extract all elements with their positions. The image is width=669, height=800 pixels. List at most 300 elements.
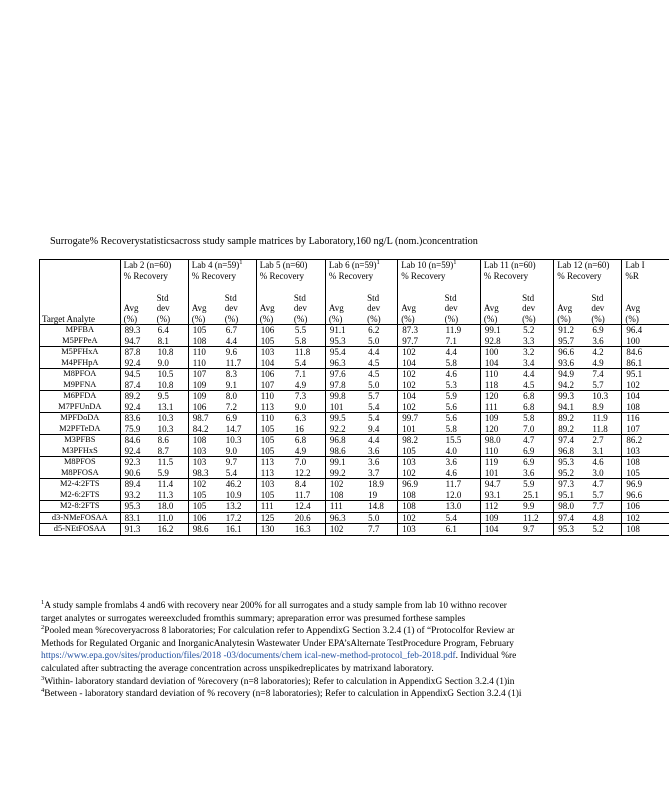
lab-name: Lab 2 (n=60)	[123, 260, 172, 270]
avg-value: 110	[480, 446, 519, 457]
table-row	[40, 524, 669, 536]
avg-value: 89.4	[120, 479, 154, 490]
std-dev-value: 8.9	[588, 402, 622, 413]
std-dev-value: 5.6	[442, 402, 481, 413]
avg-value: 102	[622, 512, 669, 524]
footnote-text: calculated after subtracting the average concentration across unspikedreplicates by matrixand laboratory.	[41, 663, 434, 674]
avg-value: 108	[622, 457, 669, 468]
avg-value: 99.3	[554, 391, 589, 402]
avg-value: 113	[256, 468, 291, 479]
avg-header	[480, 286, 519, 325]
std-dev-value: 3.1	[588, 446, 622, 457]
std-dev-header	[442, 286, 481, 325]
avg-value: 97.3	[554, 479, 589, 490]
std-dev-value: 5.8	[442, 358, 481, 369]
avg-value: 109	[188, 380, 222, 391]
avg-value: 108	[325, 490, 364, 501]
avg-value: 98.2	[398, 435, 442, 446]
avg-value: 97.8	[325, 380, 364, 391]
footnote-line	[41, 650, 618, 663]
avg-value: 125	[256, 512, 291, 524]
recovery-label: % Recovery	[401, 270, 446, 281]
std-dev-value: 6.8	[294, 435, 307, 445]
avg-value: 89.2	[120, 391, 154, 402]
std-dev-value: 3.2	[523, 347, 535, 357]
avg-value: 96.9	[622, 479, 669, 490]
std-dev-value: 5.8	[442, 424, 481, 435]
std-dev-value: 8.6	[157, 435, 169, 445]
avg-value: 100	[622, 336, 669, 347]
avg-value: 104	[398, 358, 442, 369]
avg-value: 95.2	[554, 468, 589, 479]
avg-value: 99.5	[325, 413, 364, 424]
lab-header	[622, 260, 669, 286]
avg-value: 101	[480, 468, 519, 479]
std-dev-value: 11.4	[157, 479, 174, 489]
footnote-text: Methods for Regulated Organic and InorganicAnalytesin Wastewater Under EPA’sAlternate TestProcedure Program, February	[41, 638, 514, 649]
std-dev-value: 10.8	[157, 347, 174, 357]
avg-value: 89.3	[120, 325, 154, 336]
std-label: Std	[444, 292, 457, 303]
footnote-line	[41, 625, 618, 638]
footnote-number: 3	[41, 674, 45, 682]
std-dev-value: 10.8	[154, 380, 189, 391]
avg-value: 116	[622, 413, 669, 424]
recovery-label: % Recovery	[557, 270, 602, 281]
avg-header	[622, 286, 669, 325]
std-dev-value: 5.0	[364, 512, 398, 524]
std-dev-value: 11.9	[445, 325, 462, 335]
avg-value: 99.7	[398, 413, 442, 424]
footnote-line	[41, 600, 618, 613]
table-row	[40, 380, 669, 391]
avg-value: 91.2	[554, 325, 589, 336]
std-dev-value: 3.4	[519, 358, 554, 369]
footnote-marker: 1	[376, 259, 380, 266]
avg-value: 102	[622, 380, 669, 391]
avg-value: 92.8	[480, 336, 519, 347]
std-dev-value: 5.7	[588, 380, 622, 391]
std-dev-value: 9.0	[222, 446, 257, 457]
avg-value: 111	[256, 501, 291, 513]
avg-value: 119	[480, 457, 519, 468]
avg-value: 98.6	[325, 446, 364, 457]
table-body	[40, 325, 669, 536]
table-row	[40, 512, 669, 524]
std-dev-value: 6.9	[519, 446, 554, 457]
avg-value: 99.2	[325, 468, 364, 479]
std-dev-value: 5.8	[523, 413, 535, 423]
std-dev-value: 6.9	[592, 325, 604, 335]
std-dev-value: 18.9	[368, 479, 384, 489]
avg-value: 92.3	[120, 457, 154, 468]
lab-name: Lab I	[625, 260, 645, 270]
avg-value: 102	[325, 479, 364, 490]
footnote-text: Pooled mean %recoveryacross 8 laboratories; For calculation refer to AppendixG Section 3.2.4 (1) of “Protocolfor Review ar	[44, 626, 515, 637]
std-dev-value: 25.1	[519, 490, 554, 501]
std-dev-header	[291, 286, 326, 325]
footnote-marker: 1	[453, 259, 457, 266]
table-row	[40, 402, 669, 413]
avg-value: 103	[398, 524, 442, 536]
std-dev-value: 3.6	[588, 336, 622, 347]
footnotes	[41, 600, 618, 701]
std-dev-value: 4.0	[442, 446, 481, 457]
std-dev-value: 4.7	[523, 435, 535, 445]
analyte-name: M4PFHpA	[40, 358, 121, 369]
avg-value: 105	[188, 325, 222, 336]
avg-value: 105	[256, 490, 291, 501]
recovery-table	[39, 259, 669, 536]
std-dev-value: 9.4	[364, 424, 398, 435]
table-row	[40, 413, 669, 424]
avg-value: 84.2	[188, 424, 222, 435]
avg-value: 106	[256, 325, 291, 336]
avg-label: Avg	[401, 303, 417, 313]
avg-label: Avg	[625, 303, 641, 313]
avg-value: 104	[622, 391, 669, 402]
avg-header	[325, 286, 364, 325]
avg-value: 94.7	[120, 336, 154, 347]
std-dev-value: 11.3	[154, 490, 189, 501]
avg-label: Avg	[328, 303, 344, 313]
avg-label: Avg	[259, 303, 275, 313]
footnote-text: Within- laboratory standard deviation of %recovery (n=8 laboratories); Refer to calculation in AppendixG Section 3.2.4 (1)in	[44, 676, 515, 687]
std-label: Std	[293, 292, 306, 303]
std-label: Std	[156, 292, 169, 303]
std-dev-value: 15.5	[445, 435, 462, 445]
analyte-name: M8PFOS	[40, 457, 121, 468]
std-label: Std	[591, 292, 604, 303]
avg-header	[554, 286, 589, 325]
avg-value: 86.2	[622, 435, 669, 446]
avg-header	[120, 286, 154, 325]
dev-label: dev	[224, 303, 238, 313]
analyte-name: M9PFNA	[40, 380, 121, 391]
std-dev-value: 11.2	[519, 512, 554, 524]
avg-value: 102	[188, 479, 222, 490]
lab-header	[188, 260, 256, 286]
dev-label: dev	[522, 303, 536, 313]
std-dev-value: 5.9	[523, 479, 535, 489]
std-label: Std	[522, 292, 535, 303]
avg-value: 95.3	[554, 524, 589, 536]
std-dev-value: 12.0	[442, 490, 481, 501]
std-dev-value: 7.7	[588, 501, 622, 513]
percent-label: (%)	[591, 313, 605, 324]
footnote-text: target analytes or surrogates wereexcluded fromthis summary; apreparation error was presumed forthese samples	[41, 613, 466, 624]
std-dev-value: 12.2	[291, 468, 326, 479]
analyte-name: M2-4:2FTS	[40, 479, 121, 490]
avg-value: 107	[256, 380, 291, 391]
lab-name: Lab 11 (n=60)	[483, 260, 536, 270]
percent-label: (%)	[444, 313, 459, 324]
std-dev-value: 8.1	[154, 336, 189, 347]
std-dev-value: 7.4	[592, 369, 604, 379]
avg-value: 97.4	[554, 435, 589, 446]
std-dev-value: 10.3	[225, 435, 242, 445]
std-dev-value: 9.6	[225, 347, 237, 357]
std-dev-value: 10.5	[157, 369, 174, 379]
analyte-name: M8PFOA	[40, 369, 121, 380]
avg-value: 102	[398, 369, 442, 380]
table-row	[40, 490, 669, 501]
avg-value: 94.7	[480, 479, 519, 490]
avg-value: 98.6	[188, 524, 222, 536]
std-dev-value: 5.4	[222, 468, 257, 479]
percent-label: (%)	[123, 313, 138, 324]
avg-value: 84.6	[120, 435, 154, 446]
avg-value: 91.1	[325, 325, 364, 336]
std-dev-value: 4.7	[592, 479, 604, 489]
std-dev-value: 13.0	[442, 501, 481, 513]
dev-label: dev	[591, 303, 605, 313]
avg-value: 95.1	[554, 490, 589, 501]
lab-header	[325, 260, 397, 286]
std-dev-value: 3.6	[445, 457, 457, 467]
avg-value: 94.2	[554, 380, 589, 391]
table-row	[40, 358, 669, 369]
std-dev-value: 9.7	[225, 457, 237, 467]
std-dev-value: 4.4	[445, 347, 457, 357]
std-dev-value: 5.4	[368, 413, 380, 423]
std-dev-value: 11.5	[157, 457, 174, 467]
avg-value: 105	[256, 435, 291, 446]
std-dev-value: 3.6	[364, 446, 398, 457]
avg-value: 105	[188, 501, 222, 513]
std-dev-value: 5.2	[523, 325, 535, 335]
avg-value: 105	[256, 446, 291, 457]
avg-value: 92.4	[120, 446, 154, 457]
protocol-link[interactable]: https://www.epa.gov/sites/production/files/2018 -03/documents/chem ical-new-method-protocol_feb-2018.pdf	[41, 651, 456, 662]
std-dev-value: 5.0	[364, 380, 398, 391]
avg-value: 108	[398, 501, 442, 513]
avg-value: 96.4	[622, 325, 669, 336]
avg-value: 97.7	[398, 336, 442, 347]
avg-value: 96.3	[325, 358, 364, 369]
avg-value: 105	[188, 490, 222, 501]
avg-value: 110	[480, 369, 519, 380]
recovery-label: % Recovery	[483, 270, 529, 281]
percent-label: (%)	[259, 313, 274, 324]
avg-value: 103	[256, 479, 291, 490]
std-dev-value: 17.2	[222, 512, 257, 524]
avg-value: 111	[480, 402, 519, 413]
avg-value: 104	[256, 358, 291, 369]
avg-value: 95.3	[325, 336, 364, 347]
std-dev-value: 5.4	[291, 358, 326, 369]
avg-value: 95.4	[325, 347, 364, 358]
avg-value: 95.1	[622, 369, 669, 380]
avg-value: 93.2	[120, 490, 154, 501]
lab-name: Lab 5 (n=60)	[259, 260, 308, 270]
std-dev-value: 16	[291, 424, 326, 435]
recovery-label: % Recovery	[259, 270, 305, 281]
recovery-label: %R	[625, 270, 639, 281]
std-dev-value: 9.7	[519, 524, 554, 536]
std-dev-value: 5.4	[442, 512, 481, 524]
avg-value: 102	[398, 402, 442, 413]
footnote-line	[41, 676, 618, 689]
std-dev-value: 7.7	[364, 524, 398, 536]
table-row	[40, 424, 669, 435]
avg-value: 100	[480, 347, 519, 358]
std-dev-value: 11.0	[154, 512, 189, 524]
avg-value: 96.3	[325, 512, 364, 524]
std-dev-value: 4.9	[291, 380, 326, 391]
avg-header	[398, 286, 442, 325]
std-dev-value: 5.7	[588, 490, 622, 501]
analyte-name: M2-6:2FTS	[40, 490, 121, 501]
std-dev-value: 46.2	[225, 479, 242, 489]
std-dev-header	[519, 286, 554, 325]
target-analyte-header: Target Analyte	[40, 260, 121, 325]
percent-label: (%)	[224, 313, 239, 324]
analyte-name: M2PFTeDA	[40, 424, 121, 435]
std-dev-value: 12.4	[291, 501, 326, 513]
avg-value: 94.9	[554, 369, 589, 380]
std-dev-value: 8.4	[294, 479, 307, 489]
avg-value: 120	[480, 391, 519, 402]
avg-value: 101	[325, 402, 364, 413]
std-dev-header	[364, 286, 398, 325]
table-row	[40, 479, 669, 490]
avg-value: 102	[398, 512, 442, 524]
std-dev-value: 4.6	[445, 369, 457, 379]
dev-label: dev	[293, 303, 307, 313]
std-dev-value: 13.2	[222, 501, 257, 513]
avg-value: 93.6	[554, 358, 589, 369]
std-dev-value: 16.3	[291, 524, 326, 536]
std-dev-value: 7.3	[294, 391, 307, 401]
avg-value: 106	[188, 512, 222, 524]
std-dev-value: 3.0	[588, 468, 622, 479]
std-dev-value: 11.7	[291, 490, 326, 501]
avg-value: 84.6	[622, 347, 669, 358]
std-dev-value: 4.4	[368, 347, 380, 357]
std-dev-value: 9.9	[519, 501, 554, 513]
std-dev-value: 4.4	[523, 369, 535, 379]
avg-value: 108	[398, 490, 442, 501]
lab-header	[398, 260, 481, 286]
avg-value: 83.6	[120, 413, 154, 424]
std-dev-value: 10.3	[592, 391, 609, 401]
dev-label: dev	[156, 303, 170, 313]
avg-value: 96.9	[398, 479, 442, 490]
std-dev-value: 18.0	[154, 501, 189, 513]
std-dev-value: 19	[364, 490, 398, 501]
avg-value: 98.0	[480, 435, 519, 446]
avg-value: 102	[398, 380, 442, 391]
std-dev-value: 5.2	[588, 524, 622, 536]
avg-value: 104	[398, 391, 442, 402]
avg-value: 113	[256, 457, 291, 468]
analyte-name: M5PFHxA	[40, 347, 121, 358]
avg-value: 105	[256, 424, 291, 435]
analyte-name: M2-8:2FTS	[40, 501, 121, 513]
std-label: Std	[367, 292, 380, 303]
std-label: Std	[224, 292, 237, 303]
analyte-name: M6PFDA	[40, 391, 121, 402]
std-dev-value: 6.9	[225, 413, 237, 423]
avg-value: 107	[188, 369, 222, 380]
std-dev-value: 20.6	[291, 512, 326, 524]
lab-name: Lab 6 (n=59)	[328, 260, 377, 270]
avg-value: 89.2	[554, 413, 589, 424]
std-dev-value: 14.8	[364, 501, 398, 513]
std-dev-value: 8.3	[225, 369, 237, 379]
avg-value: 96.6	[622, 490, 669, 501]
std-dev-value: 4.2	[592, 347, 604, 357]
footnote-number: 1	[41, 598, 45, 606]
avg-value: 97.6	[325, 369, 364, 380]
avg-value: 109	[480, 413, 519, 424]
std-dev-value: 4.4	[368, 435, 380, 445]
header-row-labs	[40, 260, 669, 286]
avg-value: 96.6	[554, 347, 589, 358]
avg-value: 95.3	[120, 501, 154, 513]
avg-value: 94.5	[120, 369, 154, 380]
std-dev-value: 7.1	[294, 369, 307, 379]
percent-label: (%)	[293, 313, 308, 324]
std-dev-value: 8.0	[225, 391, 237, 401]
std-dev-value: 5.3	[442, 380, 481, 391]
lab-header	[256, 260, 325, 286]
avg-value: 102	[325, 524, 364, 536]
table-row	[40, 468, 669, 479]
std-dev-value: 4.5	[519, 380, 554, 391]
avg-value: 92.4	[120, 358, 154, 369]
std-dev-value: 6.4	[157, 325, 169, 335]
avg-value: 96.8	[325, 435, 364, 446]
avg-header	[188, 286, 222, 325]
recovery-label: % Recovery	[191, 270, 236, 281]
std-dev-value: 5.9	[154, 468, 189, 479]
std-dev-value: 3.6	[519, 468, 554, 479]
std-dev-value: 4.5	[368, 369, 380, 379]
avg-value: 95.7	[554, 336, 589, 347]
avg-value: 92.4	[120, 402, 154, 413]
std-dev-value: 9.5	[157, 391, 169, 401]
avg-value: 86.1	[622, 358, 669, 369]
std-dev-value: 10.3	[154, 424, 189, 435]
std-dev-value: 4.9	[291, 446, 326, 457]
table-row	[40, 369, 669, 380]
std-dev-value: 16.1	[222, 524, 257, 536]
table-row	[40, 446, 669, 457]
avg-value: 110	[256, 391, 291, 402]
avg-value: 99.1	[480, 325, 519, 336]
header-row-stats	[40, 286, 669, 325]
avg-value: 98.0	[554, 501, 589, 513]
lab-header	[554, 260, 622, 286]
avg-value: 101	[398, 424, 442, 435]
footnote-line	[41, 688, 618, 701]
std-dev-value: 5.7	[368, 391, 380, 401]
recovery-label: % Recovery	[123, 270, 168, 281]
avg-value: 103	[188, 457, 222, 468]
std-dev-value: 5.0	[364, 336, 398, 347]
avg-value: 104	[480, 524, 519, 536]
std-dev-value: 5.5	[294, 325, 307, 335]
recovery-table-container	[39, 259, 645, 536]
avg-value: 110	[188, 358, 222, 369]
avg-value: 111	[325, 501, 364, 513]
avg-value: 105	[622, 468, 669, 479]
std-dev-value: 6.1	[442, 524, 481, 536]
std-dev-value: 16.2	[154, 524, 189, 536]
analyte-name: M3PFHxS	[40, 446, 121, 457]
